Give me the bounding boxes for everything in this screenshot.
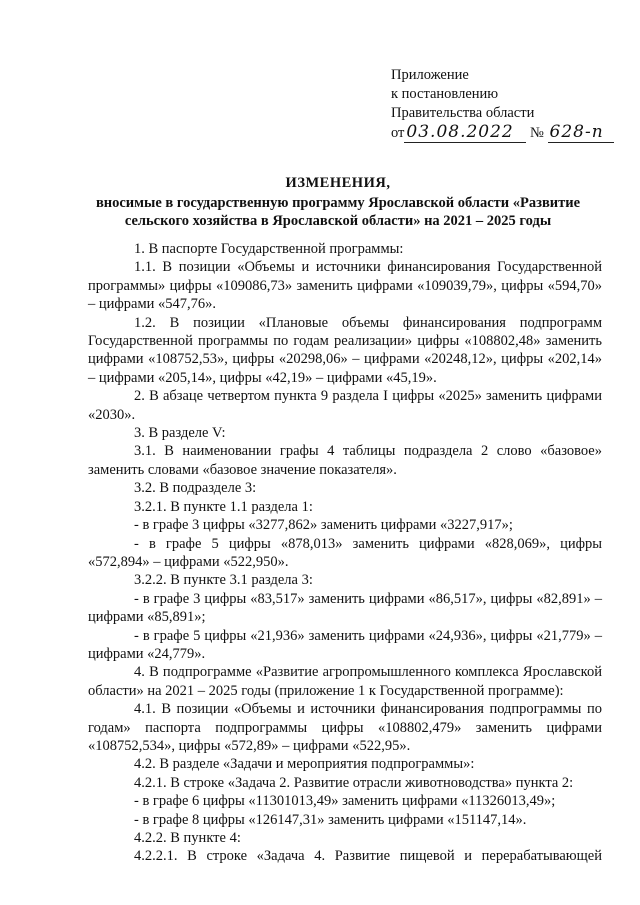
paragraph: 4.2.1. В строке «Задача 2. Развитие отрасли животноводства» пункта 2: xyxy=(134,774,574,791)
paragraph: 3.2.1. В пункте 1.1 раздела 1: xyxy=(134,498,313,515)
paragraph: - в графе 6 цифры «11301013,49» заменить цифрами «11326013,49»; xyxy=(134,793,556,810)
title-heading: ИЗМЕНЕНИЯ, xyxy=(285,175,391,191)
handwritten-number: 628-п xyxy=(548,123,614,143)
paragraph: 3. В разделе V: xyxy=(134,425,226,442)
paragraph: 1.1. В позиции «Объемы и источники финансирования Государственной программы» цифры «109086,73» заменить цифрами «109039,79», цифры «594,70» – цифрами «547,76». xyxy=(88,259,602,313)
paragraph: 4.2.2. В пункте 4: xyxy=(134,830,241,846)
paragraph: 4.2. В разделе «Задачи и мероприятия подпрограммы»: xyxy=(134,756,475,773)
title-subtitle: вносимые в государственную программу Ярославской области «Развитие сельского хозяйства в Ярославской области» на 2021 – 2025 годы xyxy=(95,195,581,229)
paragraph: 4.1. В позиции «Объемы и источники финансирования подпрограммы по годам» паспорта подпрограммы цифры «108802,479» заменить цифрами «108752,534», цифры «572,89» – цифрами «522,95». xyxy=(88,701,602,754)
paragraph: 3.2.2. В пункте 3.1 раздела 3: xyxy=(134,572,313,589)
paragraph: - в графе 3 цифры «83,517» заменить цифрами «86,517», цифры «82,891» – цифрами «85,891»; xyxy=(88,590,602,626)
appendix-line-3: Правительства области xyxy=(391,105,535,121)
date-prefix: от xyxy=(391,125,405,141)
paragraph: 4. В подпрограмме «Развитие агропромышленного комплекса Ярославской области» на 2021 – 2025 годы (приложение 1 к Государственной программе): xyxy=(88,664,602,699)
paragraph: - в графе 5 цифры «878,013» заменить цифрами «828,069», цифры «572,894» – цифрами «522,950». xyxy=(88,535,602,570)
paragraph: 1. В паспорте Государственной программы: xyxy=(134,241,404,257)
appendix-line-1: Приложение xyxy=(391,67,469,83)
handwritten-date: 03.08.2022 xyxy=(404,123,526,143)
document-body xyxy=(88,240,602,866)
appendix-block xyxy=(391,66,614,143)
paragraph: 1.2. В позиции «Плановые объемы финансирования подпрограмм Государственной программы по годам реализации» цифры «108802,48» заменить цифрами «108752,53», цифры «20298,06» – цифрами «20248,12», цифры «202,14» – цифрами «205,14», цифры «42,19» – цифрами «45,19». xyxy=(88,314,602,386)
paragraph: - в графе 3 цифры «3277,862» заменить цифрами «3227,917»; xyxy=(134,517,513,534)
document-title xyxy=(88,174,588,230)
paragraph: - в графе 8 цифры «126147,31» заменить цифрами «151147,14». xyxy=(134,811,527,828)
paragraph: 4.2.2.1. В строке «Задача 4. Развитие пищевой и перерабатывающей xyxy=(134,848,602,865)
number-prefix: № xyxy=(530,125,544,141)
paragraph: 2. В абзаце четвертом пункта 9 раздела I цифры «2025» заменить цифрами «2030». xyxy=(88,388,602,423)
paragraph: 3.2. В подразделе 3: xyxy=(134,480,257,497)
date-number-line xyxy=(391,123,614,143)
paragraph: 3.1. В наименовании графы 4 таблицы подраздела 2 слово «базовое» заменить словами «базовое значение показателя». xyxy=(88,443,602,478)
paragraph: - в графе 5 цифры «21,936» заменить цифрами «24,936», цифры «21,779» – цифрами «24,779». xyxy=(88,627,602,662)
appendix-line-2: к постановлению xyxy=(391,86,499,102)
